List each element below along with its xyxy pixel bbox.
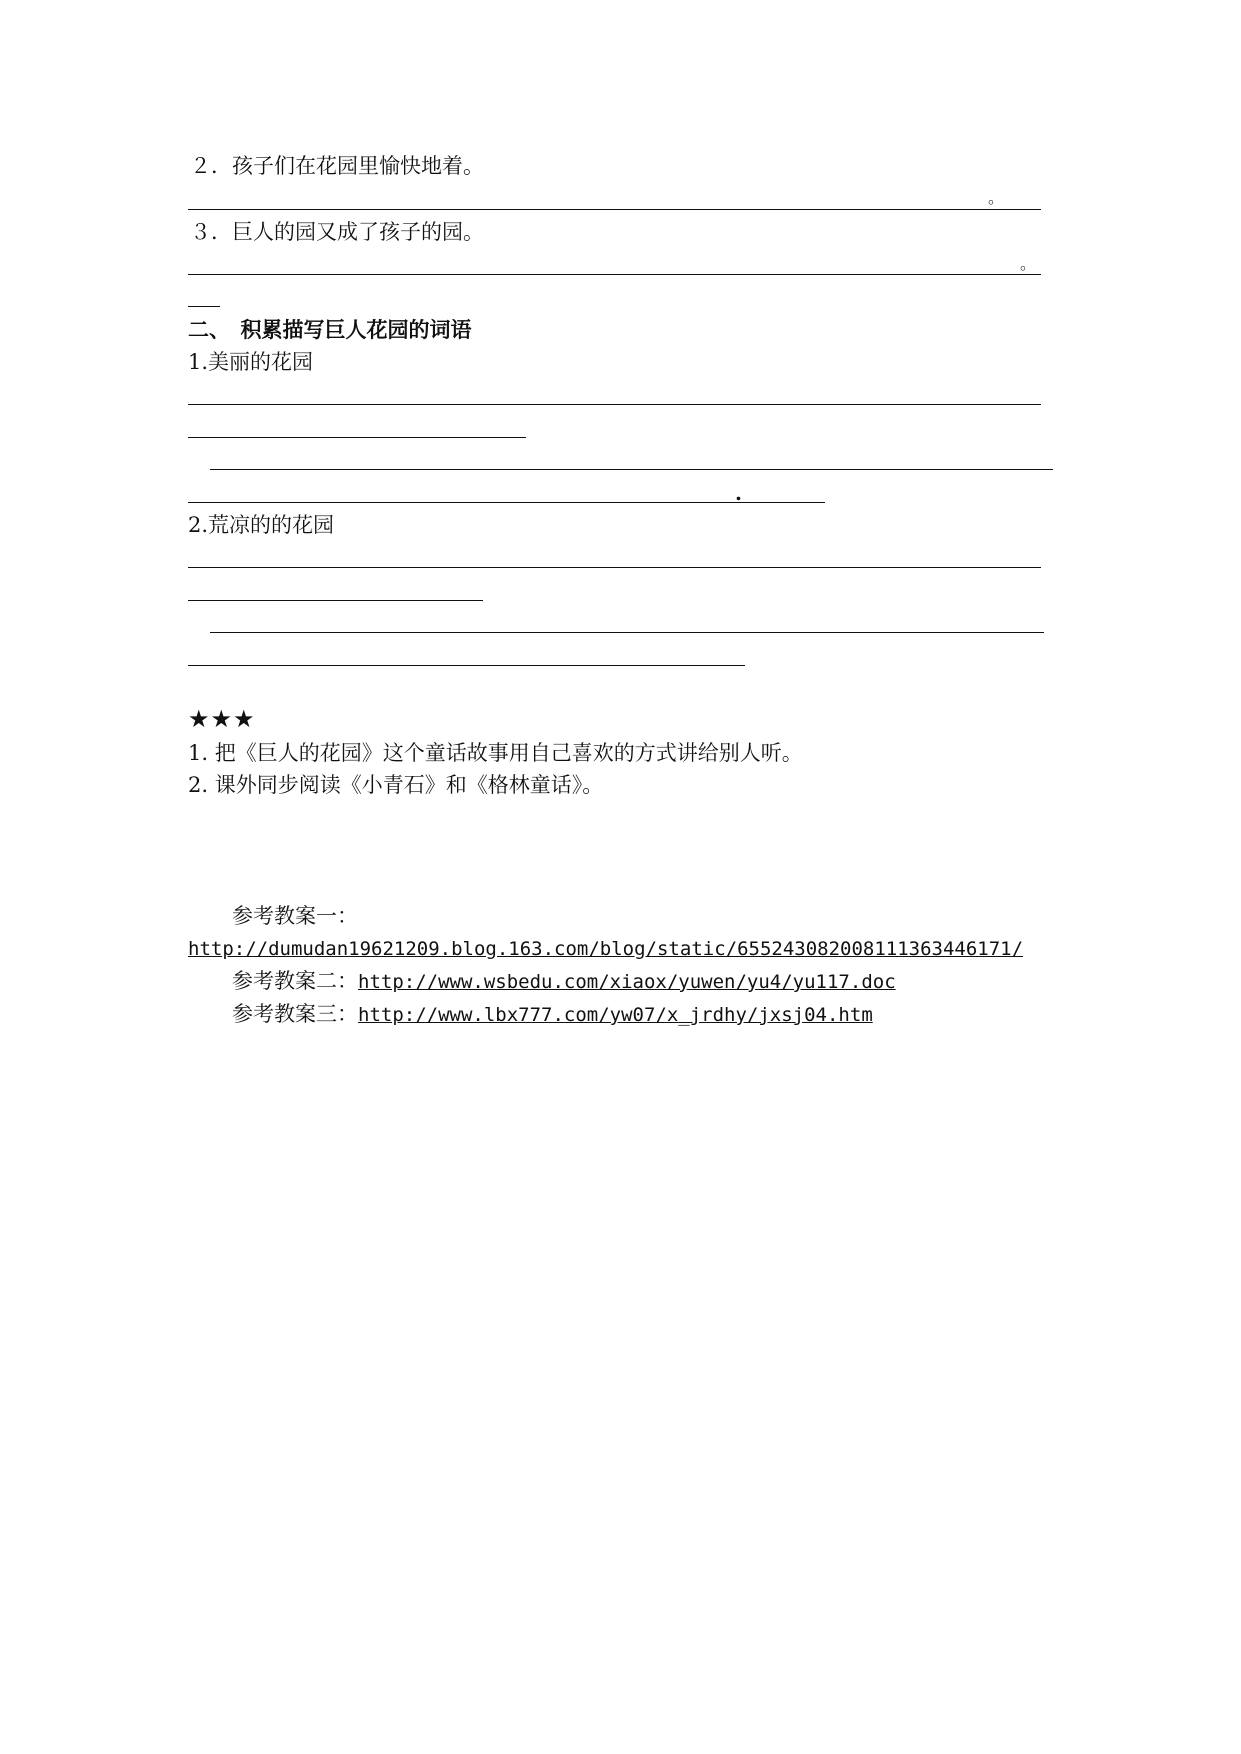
question-2-text: 孩子们在花园里愉快地着。 — [232, 154, 484, 178]
question-3 — [190, 218, 484, 246]
question-2-number: ２． — [190, 154, 232, 178]
answer-line-beautiful-dot: . — [735, 481, 742, 505]
short-answer-line — [188, 306, 220, 307]
reference-3-label: 参考教案三： — [232, 1002, 358, 1026]
question-3-text: 巨人的园又成了孩子的园。 — [232, 220, 484, 244]
answer-line-q2 — [188, 209, 1041, 210]
item-desolate-garden-label: 2.荒凉的的花园 — [188, 513, 335, 537]
reference-1-label: 参考教案一： — [232, 904, 358, 928]
answer-line-beautiful-2 — [188, 437, 526, 438]
item-beautiful-garden-label: 1.美丽的花园 — [188, 350, 314, 374]
reference-3-link[interactable]: http://www.lbx777.com/yw07/x_jrdhy/jxsj04.htm — [358, 1004, 873, 1026]
answer-line-beautiful-4 — [188, 502, 825, 503]
question-2 — [190, 152, 484, 180]
answer-line-beautiful-3 — [210, 469, 1053, 470]
reference-2-label: 参考教案二： — [232, 969, 358, 993]
answer-line-desolate-3 — [210, 632, 1044, 633]
task-item-1: 1. 把《巨人的花园》这个童话故事用自己喜欢的方式讲给别人听。 — [188, 741, 803, 765]
reference-1-link[interactable]: http://dumudan19621209.blog.163.com/blog/static/6552430820081113634461​71/ — [188, 938, 1024, 960]
answer-line-q3 — [188, 274, 1041, 275]
reference-3 — [232, 1000, 873, 1029]
answer-line-beautiful-1 — [188, 404, 1041, 405]
task-item-2: 2. 课外同步阅读《小青石》和《格林童话》。 — [188, 773, 604, 797]
reference-2-link[interactable]: http://www.wsbedu.com/xiaox/yuwen/yu4/yu117.doc — [358, 971, 896, 993]
reference-2 — [232, 967, 896, 996]
answer-line-q3-end-mark: 。 — [1020, 254, 1037, 273]
answer-line-desolate-1 — [188, 567, 1041, 568]
answer-line-desolate-2 — [188, 600, 483, 601]
three-star-heading: ★★★ — [188, 705, 256, 733]
answer-line-q2-end-mark: 。 — [988, 188, 1005, 207]
section-two-heading: 二、 积累描写巨人花园的词语 — [188, 318, 472, 342]
question-3-number: ３． — [190, 220, 232, 244]
answer-line-desolate-4 — [188, 665, 745, 666]
